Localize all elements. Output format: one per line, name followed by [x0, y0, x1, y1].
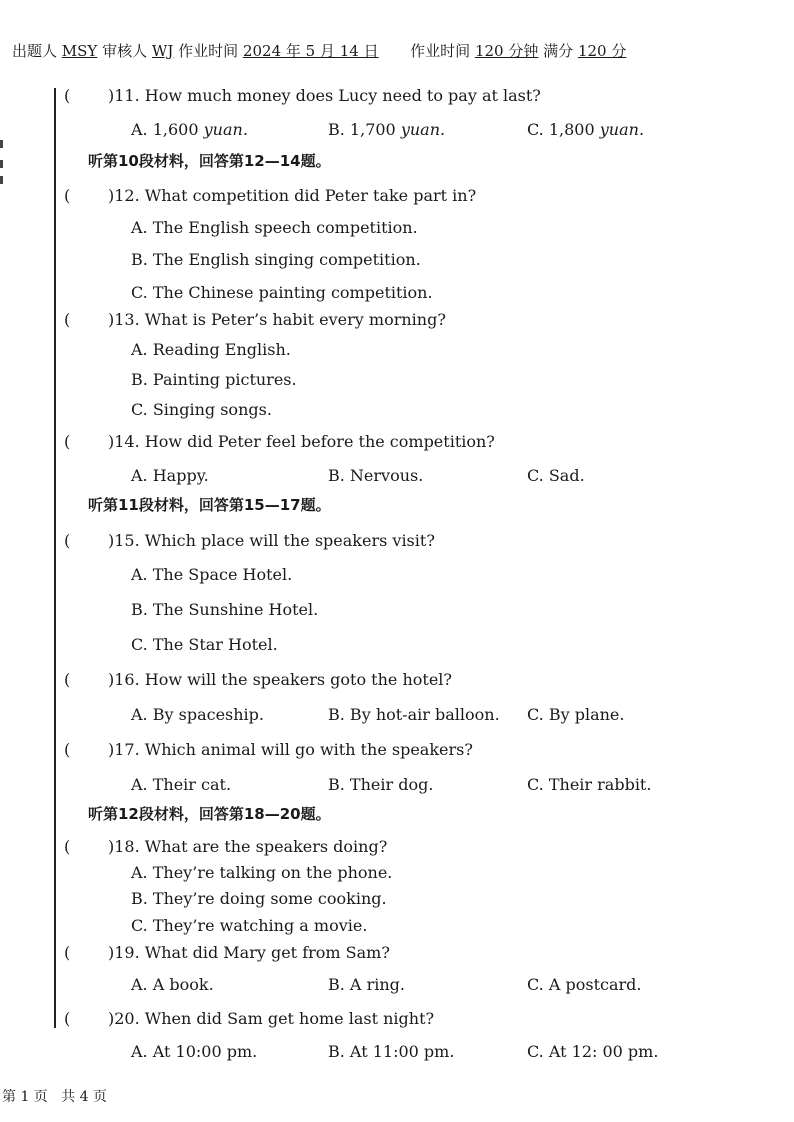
option-b: B. By hot-air balloon.	[328, 705, 500, 724]
option-b: B. At 11:00 pm.	[328, 1042, 455, 1061]
question-15: )15. Which place will the speakers visit?	[108, 531, 435, 550]
option-c: C. At 12: 00 pm.	[527, 1042, 659, 1061]
option-a: A. The English speech competition.	[131, 218, 418, 237]
section-heading: 听第11段材料，回答第15—17题。	[88, 496, 331, 514]
option-b: B. Painting pictures.	[131, 370, 297, 389]
option-c: C. By plane.	[527, 705, 625, 724]
option-b: B. The English singing competition.	[131, 250, 421, 269]
answer-paren[interactable]: (	[64, 432, 71, 451]
question-11: )11. How much money does Lucy need to pay at last?	[108, 86, 541, 105]
section-heading: 听第10段材料，回答第12—14题。	[88, 152, 331, 170]
option-a: A. They’re talking on the phone.	[131, 863, 393, 882]
option-a: A. Happy.	[131, 466, 209, 485]
option-c: C. The Star Hotel.	[131, 635, 278, 654]
option-c: C. Singing songs.	[131, 400, 272, 419]
option-a: A. By spaceship.	[131, 705, 264, 724]
page-footer	[2, 1086, 107, 1106]
margin-mark	[0, 140, 3, 148]
answer-paren[interactable]: (	[64, 186, 71, 205]
option-a: A. Their cat.	[131, 775, 232, 794]
section-heading: 听第12段材料，回答第18—20题。	[88, 805, 331, 823]
answer-paren[interactable]: (	[64, 310, 71, 329]
binding-line	[54, 88, 56, 1028]
option-b: B. 1,700 yuan.	[328, 120, 446, 139]
question-18: )18. What are the speakers doing?	[108, 837, 388, 856]
option-a: A. The Space Hotel.	[131, 565, 293, 584]
answer-paren[interactable]: (	[64, 943, 71, 962]
date-value: 2024 年 5 月 14 日	[242, 42, 379, 60]
option-b: B. A ring.	[328, 975, 405, 994]
score-value: 120 分	[577, 42, 627, 60]
setter-label: 出题人	[12, 42, 58, 60]
answer-paren[interactable]: (	[64, 1009, 71, 1028]
exam-header	[12, 40, 626, 61]
question-17: )17. Which animal will go with the speakers?	[108, 740, 473, 759]
option-a: A. At 10:00 pm.	[131, 1042, 258, 1061]
option-b: B. The Sunshine Hotel.	[131, 600, 319, 619]
score-label: 满分	[543, 42, 574, 60]
duration-label: 作业时间	[410, 42, 471, 60]
option-c: C. 1,800 yuan.	[527, 120, 645, 139]
answer-paren[interactable]: (	[64, 86, 71, 105]
option-a: A. 1,600 yuan.	[131, 120, 248, 139]
reviewer-label: 审核人	[102, 42, 148, 60]
option-a: A. Reading English.	[131, 340, 291, 359]
duration-value: 120 分钟	[474, 42, 539, 60]
answer-paren[interactable]: (	[64, 670, 71, 689]
margin-mark	[0, 160, 3, 168]
option-b: B. They’re doing some cooking.	[131, 889, 387, 908]
question-13: )13. What is Peter’s habit every morning?	[108, 310, 446, 329]
option-a: A. A book.	[131, 975, 214, 994]
option-c: C. A postcard.	[527, 975, 642, 994]
option-c: C. Their rabbit.	[527, 775, 652, 794]
option-c: C. They’re watching a movie.	[131, 916, 368, 935]
option-b: B. Nervous.	[328, 466, 424, 485]
reviewer-value: WJ	[151, 42, 174, 60]
question-14: )14. How did Peter feel before the competition?	[108, 432, 495, 451]
page-number: 第 1 页	[2, 1089, 48, 1105]
question-20: )20. When did Sam get home last night?	[108, 1009, 435, 1028]
answer-paren[interactable]: (	[64, 531, 71, 550]
question-16: )16. How will the speakers goto the hotel?	[108, 670, 452, 689]
date-label: 作业时间	[178, 42, 239, 60]
margin-mark	[0, 176, 3, 184]
question-12: )12. What competition did Peter take part in?	[108, 186, 477, 205]
option-c: C. Sad.	[527, 466, 585, 485]
option-c: C. The Chinese painting competition.	[131, 283, 433, 302]
answer-paren[interactable]: (	[64, 740, 71, 759]
answer-paren[interactable]: (	[64, 837, 71, 856]
question-19: )19. What did Mary get from Sam?	[108, 943, 390, 962]
option-b: B. Their dog.	[328, 775, 434, 794]
page-total: 共 4 页	[61, 1089, 107, 1105]
setter-value: MSY	[61, 42, 98, 60]
